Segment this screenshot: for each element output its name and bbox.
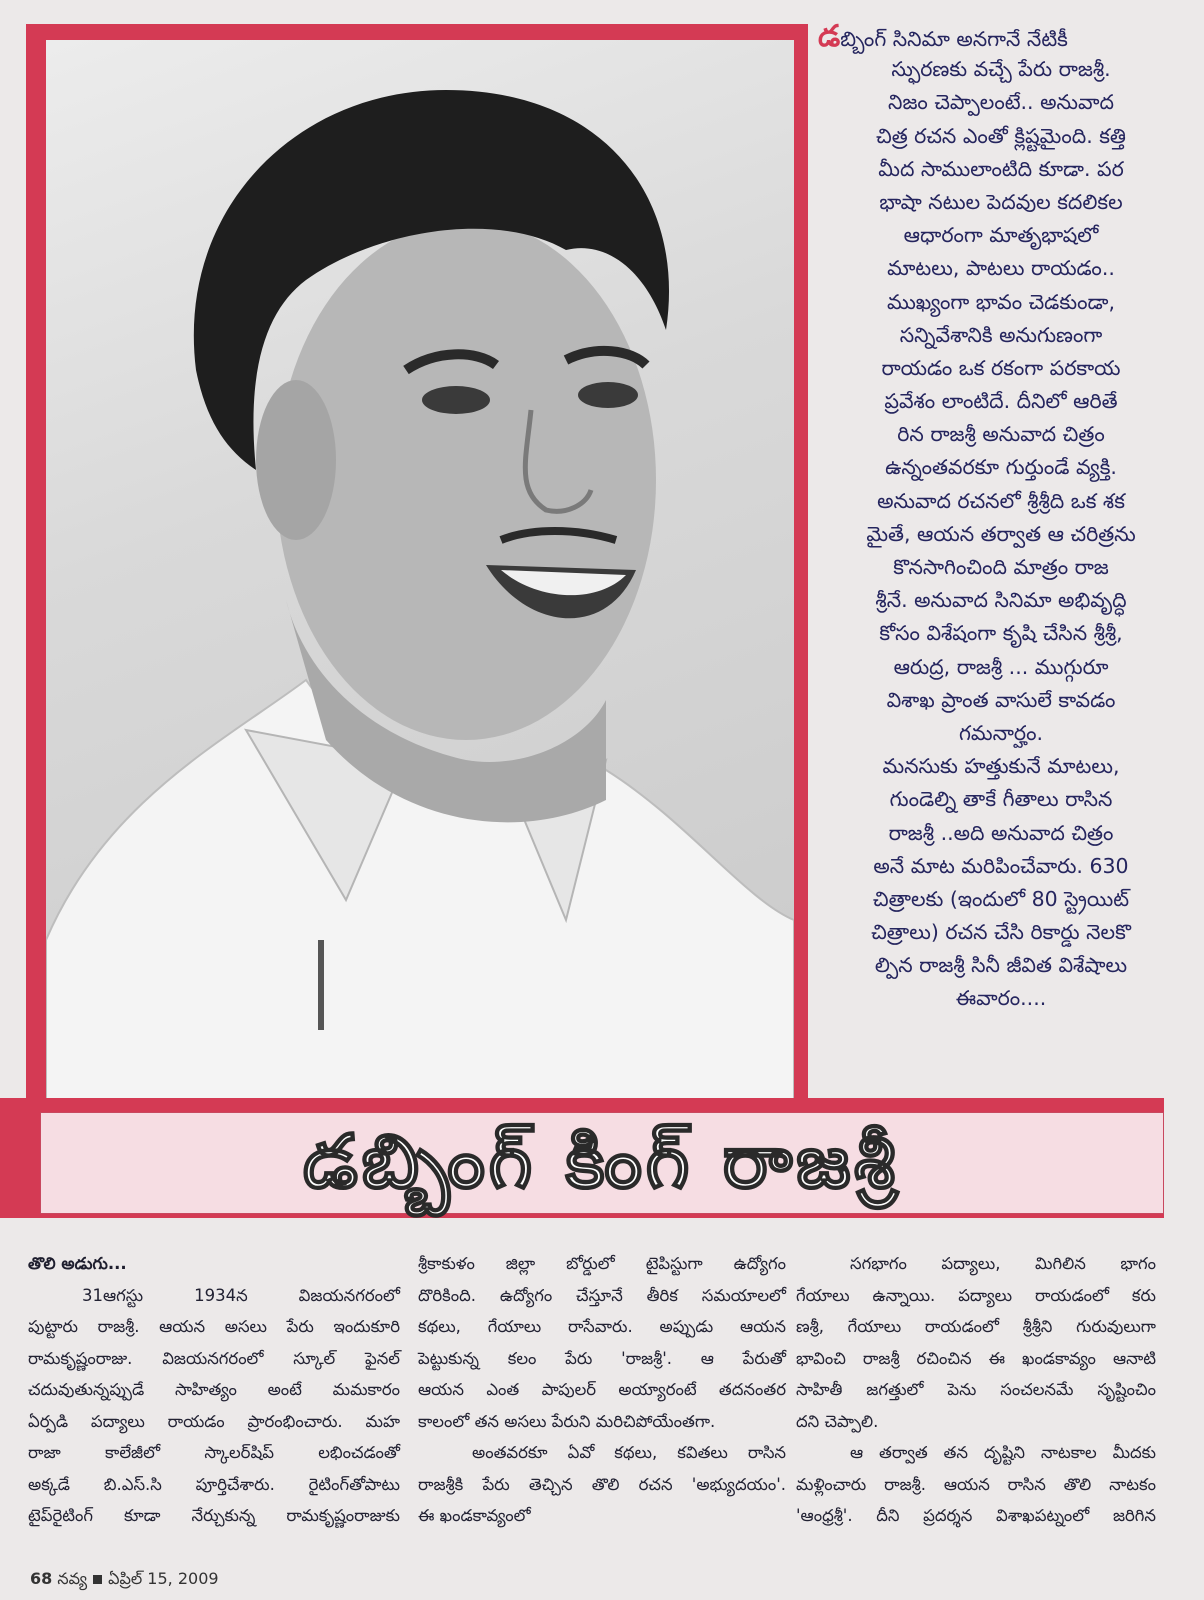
intro-line: విశాఖ ప్రాంత వాసులే కావడం xyxy=(886,687,1116,712)
body-line: ఆయన ఎంత పాపులర్ అయ్యారంటే తదనంతర xyxy=(418,1380,786,1399)
intro-line: కొనసాగించింది మాత్రం రాజ xyxy=(893,555,1109,579)
intro-line: మైతే, ఆయన తర్వాత ఆ చరిత్రను xyxy=(866,521,1136,546)
intro-line: ఆధారంగా మాతృభాషలో xyxy=(903,223,1099,248)
intro-first-line xyxy=(816,20,1186,53)
body-line: ఏర్పడి పద్యాలు రాయడం ప్రారంభించారు. మహ xyxy=(28,1411,400,1431)
body-line: దని చెప్పాలి. xyxy=(796,1411,879,1431)
intro-line: గమనార్హం. xyxy=(958,720,1043,745)
body-line: 'ఆంధ్రశ్రీ'. దీని ప్రదర్శన విశాఖపట్నంలో జరిగిన xyxy=(796,1506,1156,1525)
magazine-name: నవ్య xyxy=(57,1569,88,1588)
body-line: కాలంలో తన అసలు పేరుని మరిచిపోయేంతగా. xyxy=(418,1411,716,1431)
intro-line: గుండెల్ని తాకే గీతాలు రాసిన xyxy=(889,787,1113,812)
intro-line: అనువాద రచనలో శ్రీశ్రీది ఒక శక xyxy=(877,488,1125,513)
portrait-illustration xyxy=(46,40,794,1126)
body-line: అక్కడే బి.ఎస్.సి పూర్తిచేశారు. రైటింగ్‌తోపాటు xyxy=(28,1474,400,1494)
intro-line: మీద సాములాంటిది కూడా. పర xyxy=(878,156,1124,181)
page-footer xyxy=(30,1566,219,1592)
intro-line: సన్నివేశానికి అనుగుణంగా xyxy=(899,322,1103,347)
intro-line: ముఖ్యంగా భావం చెడకుండా, xyxy=(887,289,1115,314)
intro-line: చిత్రాలకు (ఇందులో 80 స్ట్రెయిట్ xyxy=(872,886,1130,911)
body-line: గేయాలు ఉన్నాయి. పద్యాలు రాయడంలో కరు xyxy=(796,1285,1156,1305)
intro-column xyxy=(816,20,1186,1090)
intro-line: నిజం చెప్పాలంటే.. అనువాద xyxy=(888,90,1114,115)
body-column-2 xyxy=(418,1248,786,1548)
intro-line: బ్బింగ్ సినిమా అనగానే నేటికీ xyxy=(840,27,1068,51)
intro-line: అనే మాట మరిపించేవారు. 630 xyxy=(873,853,1129,878)
portrait-photo xyxy=(46,40,794,1126)
page-number: 68 xyxy=(30,1569,53,1588)
body-line: పుట్టారు రాజశ్రీ. ఆయన అసలు పేరు ఇందుకూరి xyxy=(28,1317,400,1336)
intro-line: రాజశ్రీ ..అది అనువాద చిత్రం xyxy=(888,820,1114,845)
intro-line: ల్పిన రాజశ్రీ సినీ జీవిత విశేషాలు xyxy=(874,953,1128,978)
body-line: కథలు, గేయాలు రాసేవారు. అప్పుడు ఆయన xyxy=(418,1317,786,1336)
intro-line: ఆరుద్ర, రాజశ్రీ ... ముగ్గురూ xyxy=(893,654,1109,679)
intro-line: రిన రాజశ్రీ అనువాద చిత్రం xyxy=(897,422,1105,447)
body-line: రాజశ్రీకి పేరు తెచ్చిన తొలి రచన 'అభ్యుదయం'. xyxy=(418,1474,786,1494)
body-line: అంతవరకూ ఏవో కథలు, కవితలు రాసిన xyxy=(472,1443,786,1462)
body-line: శ్రీకాకుళం జిల్లా బోర్డులో టైపిస్టుగా ఉద్యోగం xyxy=(418,1254,786,1273)
body-line: సాహితీ జగత్తులో పెను సంచలనమే సృష్టించిం xyxy=(796,1380,1156,1399)
intro-line: మాటలు, పాటలు రాయడం.. xyxy=(887,256,1115,281)
body-line: టైప్‌రైటింగ్ కూడా నేర్చుకున్న రామకృష్ణంరాజుకు xyxy=(28,1506,400,1525)
intro-line: స్ఫురణకు వచ్చే పేరు రాజశ్రీ. xyxy=(891,57,1111,82)
body-line: 31ఆగస్టు 1934న విజయనగరంలో xyxy=(82,1285,400,1305)
intro-line: చిత్రాలు) రచన చేసి రికార్డు నెలకొ xyxy=(871,920,1131,945)
intro-line: శ్రీనే. అనువాద సినిమా అభివృద్ధి xyxy=(875,588,1127,613)
intro-line: ఉన్నంతవరకూ గుర్తుండే వ్యక్తి. xyxy=(885,455,1117,480)
headline: డబ్బింగ్ కింగ్ రాజశ్రీ xyxy=(303,1119,899,1205)
body-line: ఈ ఖండకావ్యంలో xyxy=(418,1506,531,1525)
body-line: దొరికింది. ఉద్యోగం చేస్తూనే తీరిక సమయాలలో xyxy=(418,1285,786,1305)
intro-line: మనసుకు హత్తుకునే మాటలు, xyxy=(882,754,1120,779)
intro-line: ఈవారం.... xyxy=(955,986,1047,1011)
body-line: సగభాగం పద్యాలు, మిగిలిన భాగం xyxy=(850,1254,1156,1273)
body-line: ఆ తర్వాత తన దృష్టిని నాటకాల మీదకు xyxy=(850,1443,1156,1462)
body-line: మళ్లించారు రాజశ్రీ. ఆయన రాసిన తొలి నాటకం xyxy=(796,1474,1156,1494)
body-column-1 xyxy=(28,1248,400,1548)
body-line: ణశ్రీ, గేయాలు రాయడంలో శ్రీశ్రీని గురువులుగా xyxy=(796,1317,1156,1336)
drop-cap: డ xyxy=(818,19,841,54)
intro-line: భాషా నటుల పెదవుల కదలికల xyxy=(879,189,1123,214)
body-line: చదువుతున్నప్పుడే సాహిత్యం అంటే మమకారం xyxy=(28,1380,400,1399)
issue-date: ఏప్రిల్ 15, 2009 xyxy=(108,1569,219,1588)
intro-line: రాయడం ఒక రకంగా పరకాయ xyxy=(881,355,1121,380)
body-line: రాజా కాలేజీలో స్కాలర్‌షిప్ లభించడంతో xyxy=(28,1443,400,1462)
body-line: భావించి రాజశ్రీ రచించిన ఈ ఖండకావ్యం ఆనాటి xyxy=(796,1348,1156,1368)
square-bullet-icon xyxy=(93,1575,102,1584)
intro-line: కోసం విశేషంగా కృషి చేసిన శ్రీశ్రీ, xyxy=(879,621,1123,646)
body-line: పెట్టుకున్న కలం పేరు 'రాజశ్రీ'. ఆ పేరుతో xyxy=(418,1348,786,1368)
body-line: రామకృష్ణంరాజు. విజయనగరంలో స్కూల్ ఫైనల్ xyxy=(28,1348,400,1368)
body-column-3 xyxy=(796,1248,1156,1548)
section-subhead: తొలి అడుగు... xyxy=(28,1254,127,1273)
intro-line: ప్రవేశం లాంటిదే. దీనిలో ఆరితే xyxy=(884,389,1118,414)
intro-line: చిత్ర రచన ఎంతో క్లిష్టమైంది. కత్తి xyxy=(876,123,1126,148)
